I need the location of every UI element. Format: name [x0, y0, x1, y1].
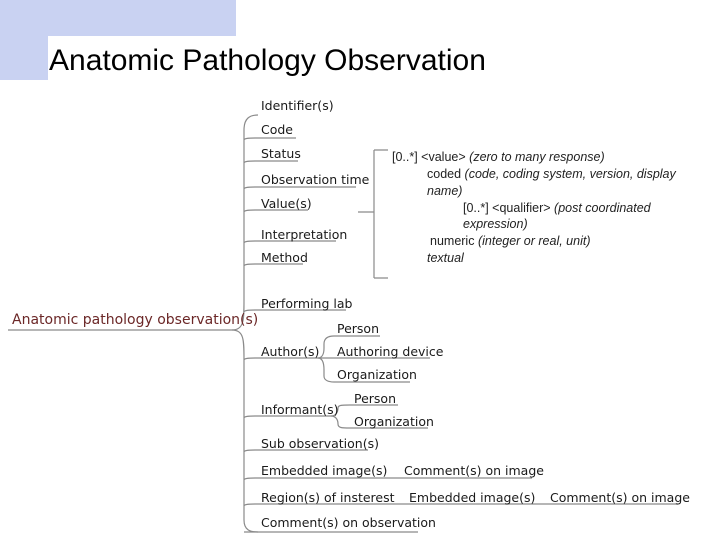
value-note-line-3: name) [427, 184, 463, 198]
node-embedded-image-comment: Comment(s) on image [404, 463, 544, 478]
node-status: Status [261, 146, 301, 161]
node-sub-observations: Sub observation(s) [261, 436, 379, 451]
node-author-organization: Organization [337, 367, 417, 382]
root-node: Anatomic pathology observation(s) [12, 312, 259, 328]
node-method: Method [261, 250, 308, 265]
node-code: Code [261, 122, 294, 137]
value-note-line-6: numeric (integer or real, unit) [430, 234, 591, 248]
node-interpretation: Interpretation [261, 227, 348, 242]
node-observation-time: Observation time [261, 172, 370, 187]
value-note-line-7: textual [427, 251, 464, 265]
node-region-comment-on-image: Comment(s) on image [550, 490, 690, 505]
value-note-line-2: coded (code, coding system, version, display [427, 167, 676, 181]
node-region-embedded-images: Embedded image(s) [409, 490, 536, 505]
node-values: Value(s) [261, 196, 312, 211]
node-embedded-images: Embedded image(s) [261, 463, 388, 478]
node-comments-on-observation: Comment(s) on observation [261, 515, 436, 530]
value-note-line-5: expression) [463, 217, 528, 231]
node-regions-of-interest: Region(s) of insterest [261, 490, 395, 505]
node-informants: Informant(s) [261, 402, 339, 417]
value-note-line-4: [0..*] <qualifier> (post coordinated [463, 201, 651, 215]
node-informant-person: Person [354, 391, 397, 406]
node-performing-lab: Performing lab [261, 296, 353, 311]
node-author-person: Person [337, 321, 380, 336]
node-authors: Author(s) [261, 344, 320, 359]
node-identifiers: Identifier(s) [261, 98, 334, 113]
node-informant-organization: Organization [354, 414, 434, 429]
trunk-upper [232, 115, 258, 330]
trunk-lower [232, 330, 258, 532]
node-authoring-device: Authoring device [337, 344, 444, 359]
value-note-line-1: [0..*] <value> (zero to many response) [392, 150, 605, 164]
page-title: Anatomic Pathology Observation [49, 44, 486, 77]
